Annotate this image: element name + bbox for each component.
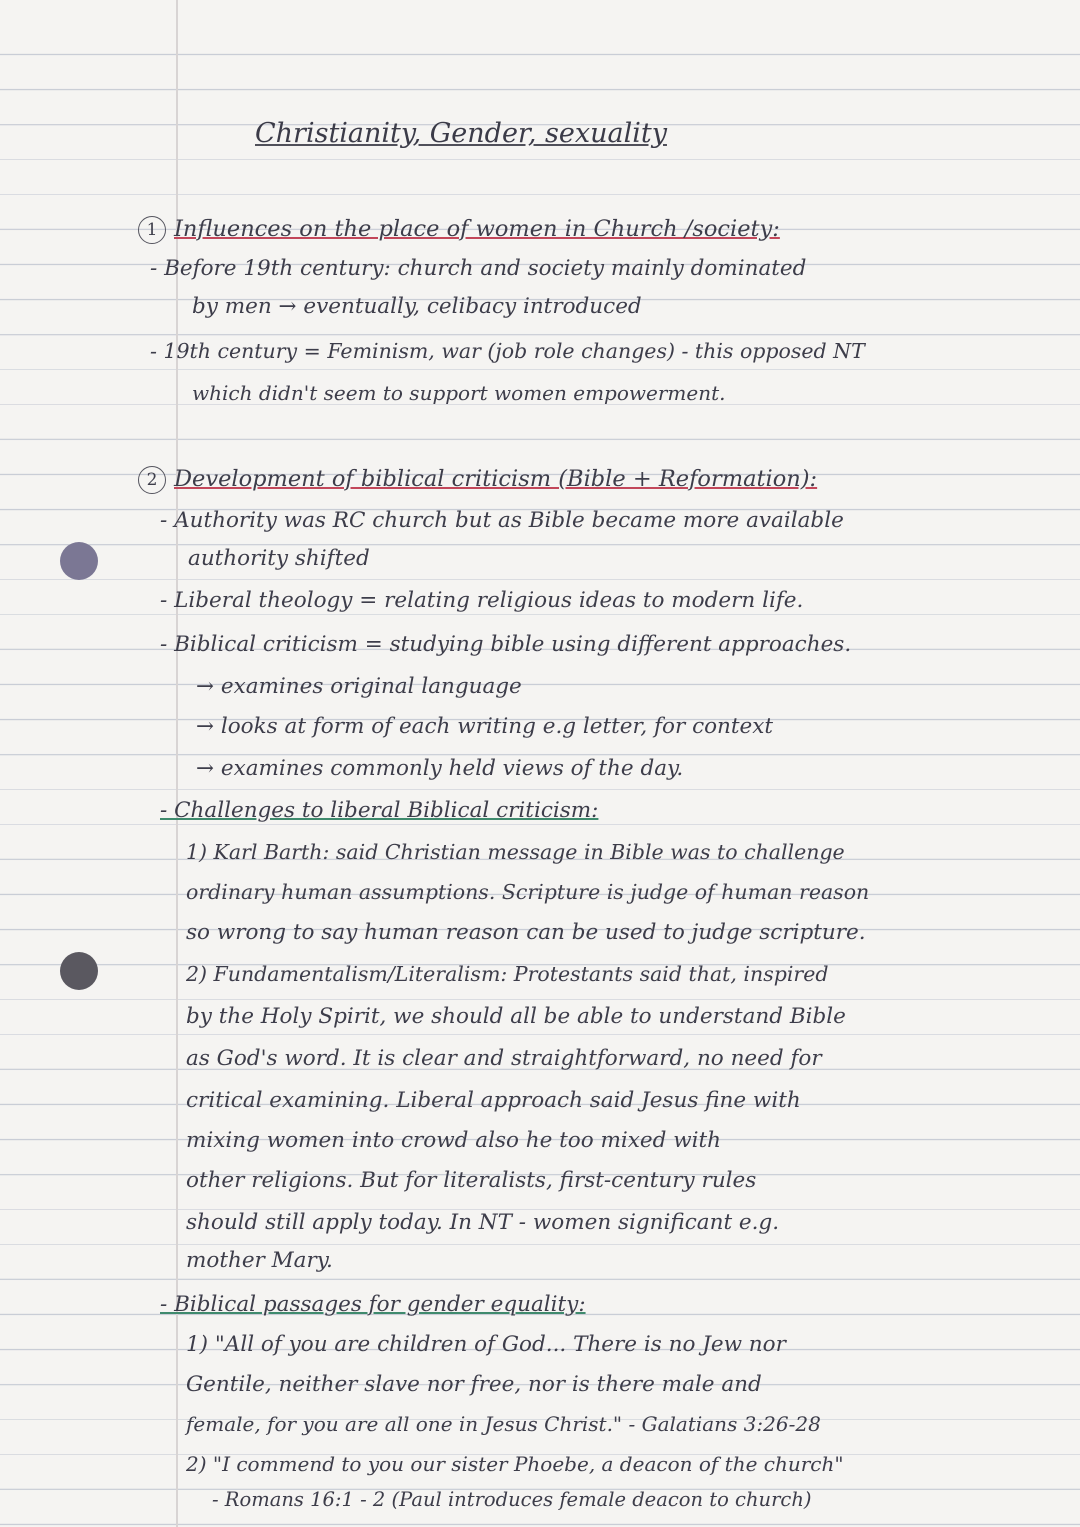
section-1-heading-text: Influences on the place of women in Church /society: (174, 216, 780, 242)
note-line: mixing women into crowd also he too mixed with (186, 1128, 722, 1153)
section-2-number: 2 (138, 466, 166, 494)
section-2-heading-text: Development of biblical criticism (Bible + Reformation): (174, 466, 818, 492)
note-line: - Authority was RC church but as Bible became more available (160, 508, 844, 533)
note-line: → examines original language (196, 674, 522, 699)
note-line: - Liberal theology = relating religious ideas to modern life. (160, 588, 804, 613)
section-1-number: 1 (138, 216, 166, 244)
note-line: which didn't seem to support women empowerment. (192, 381, 726, 405)
note-line: 1) "All of you are children of God... There is no Jew nor (186, 1332, 786, 1357)
note-line: 1) Karl Barth: said Christian message in Bible was to challenge (186, 840, 845, 864)
section-2-heading (138, 466, 817, 494)
binder-hole-top (60, 542, 98, 580)
page-title: Christianity, Gender, sexuality (255, 118, 667, 149)
note-line: by the Holy Spirit, we should all be able to understand Bible (186, 1004, 846, 1029)
note-line: other religions. But for literalists, first-century rules (186, 1168, 757, 1193)
note-line: 2) "I commend to you our sister Phoebe, a deacon of the church" (186, 1452, 844, 1476)
note-line: - Challenges to liberal Biblical criticism: (160, 798, 599, 823)
note-line: - Biblical criticism = studying bible using different approaches. (160, 632, 852, 657)
note-line: as God's word. It is clear and straightforward, no need for (186, 1046, 822, 1071)
note-line: should still apply today. In NT - women significant e.g. (186, 1210, 780, 1235)
note-line: - Romans 16:1 - 2 (Paul introduces female deacon to church) (212, 1488, 812, 1511)
note-line: authority shifted (188, 546, 370, 571)
section-1-heading (138, 216, 780, 244)
note-line: - Before 19th century: church and society mainly dominated (150, 256, 807, 281)
note-line: mother Mary. (186, 1248, 333, 1273)
note-line: → looks at form of each writing e.g letter, for context (196, 714, 774, 739)
note-line: - Biblical passages for gender equality: (160, 1292, 586, 1317)
note-line: female, for you are all one in Jesus Christ." - Galatians 3:26-28 (186, 1412, 821, 1436)
note-line: 2) Fundamentalism/Literalism: Protestants said that, inspired (186, 962, 829, 986)
note-line: Gentile, neither slave nor free, nor is there male and (186, 1372, 762, 1397)
binder-hole-bottom (60, 952, 98, 990)
note-line: - 19th century = Feminism, war (job role changes) - this opposed NT (150, 339, 865, 363)
note-line: so wrong to say human reason can be used to judge scripture. (186, 920, 866, 945)
note-line: ordinary human assumptions. Scripture is judge of human reason (186, 880, 870, 904)
note-line: → examines commonly held views of the day. (196, 756, 684, 781)
note-line: critical examining. Liberal approach said Jesus fine with (186, 1088, 801, 1113)
note-line: by men → eventually, celibacy introduced (192, 294, 642, 319)
